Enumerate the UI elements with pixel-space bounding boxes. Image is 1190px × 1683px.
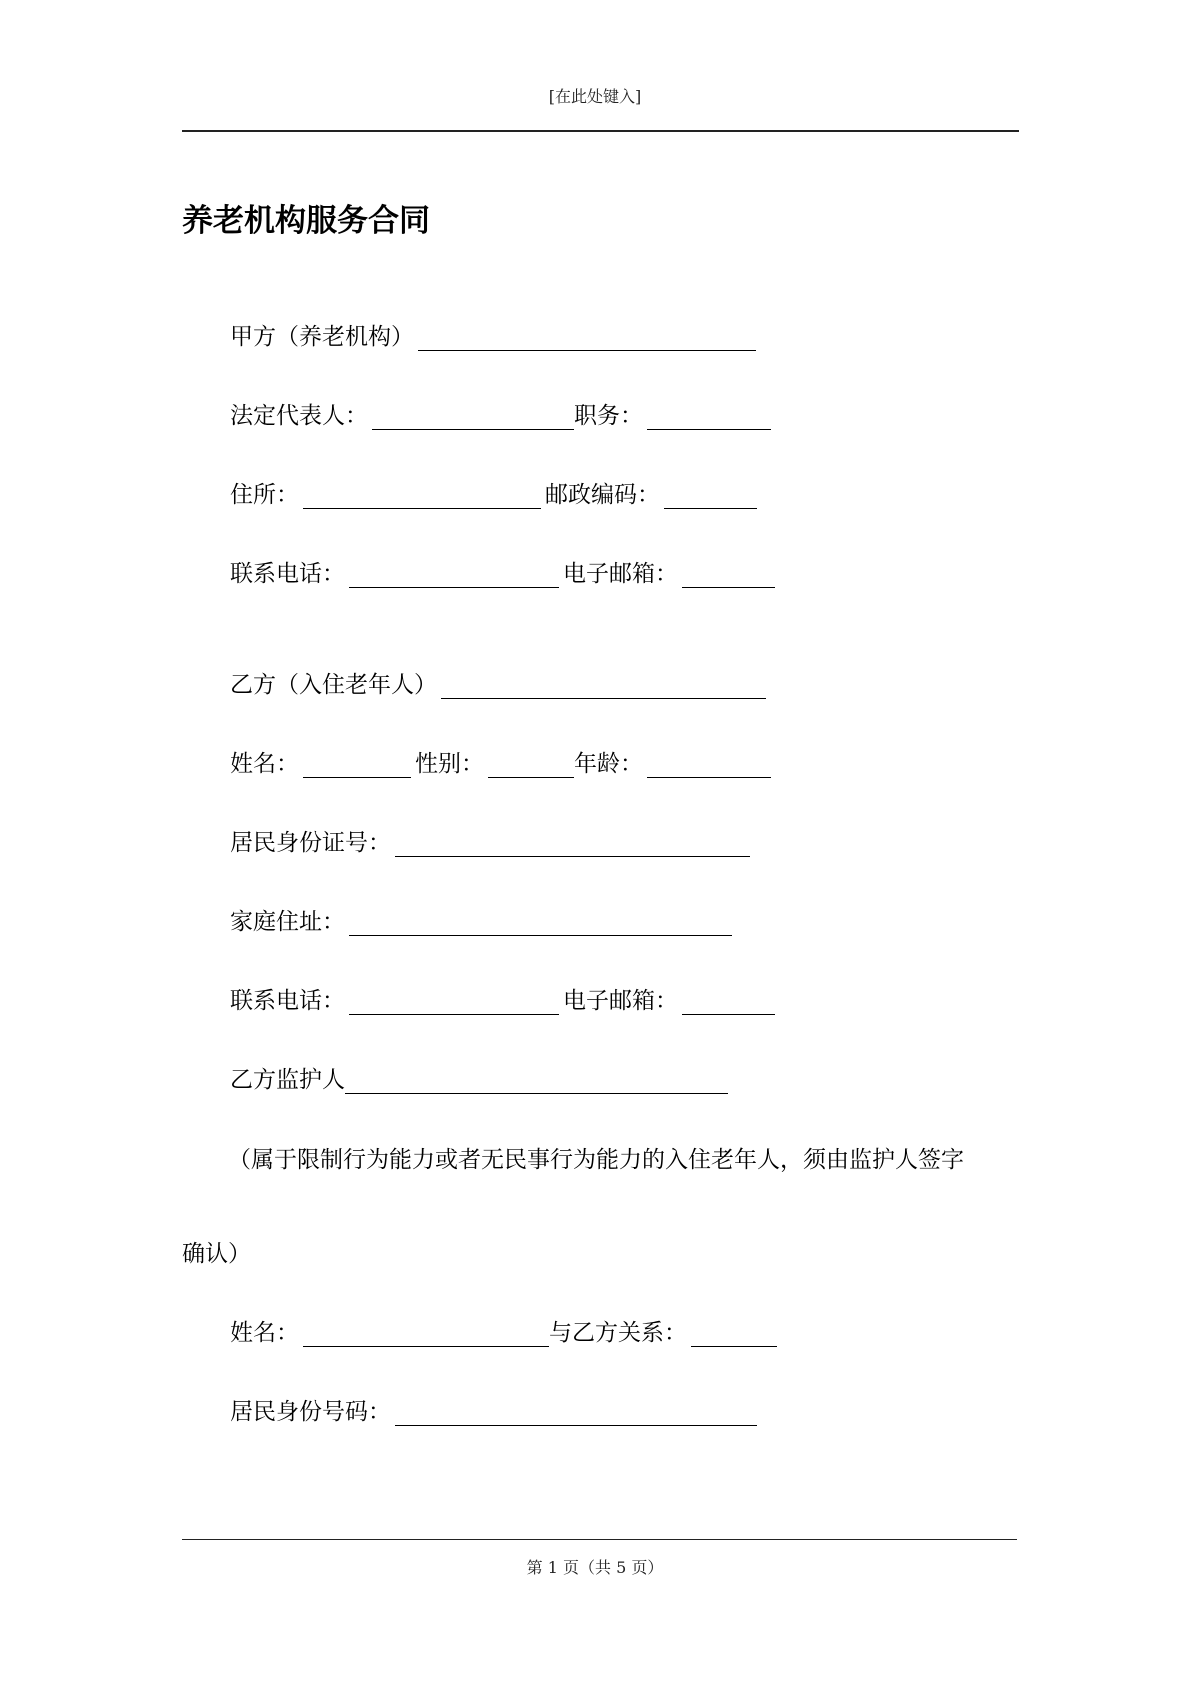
party-b-basic-row <box>230 745 775 778</box>
email-label: 电子邮箱： <box>563 561 678 587</box>
party-a-field[interactable] <box>418 326 756 351</box>
page-footer: 第 1 页（共 5 页） <box>526 1558 664 1577</box>
home-address-field[interactable] <box>349 911 732 936</box>
party-b-field[interactable] <box>441 674 766 699</box>
id-field[interactable] <box>395 832 750 857</box>
party-b-contact-row <box>230 982 779 1015</box>
email-field[interactable] <box>682 563 775 588</box>
guardian-label: 乙方监护人 <box>230 1067 345 1093</box>
party-a-representative-row <box>230 397 775 430</box>
guardian-id-field[interactable] <box>395 1401 757 1426</box>
address-field[interactable] <box>303 484 541 509</box>
guardian-id-row <box>230 1393 761 1426</box>
id-label: 居民身份证号： <box>230 830 391 856</box>
email-label: 电子邮箱： <box>563 988 678 1014</box>
age-label: 年龄： <box>574 751 643 777</box>
gender-field[interactable] <box>488 753 574 778</box>
guardian-name-row <box>230 1314 781 1347</box>
footer-divider <box>182 1539 1017 1540</box>
guardian-row <box>230 1061 732 1094</box>
phone-label: 联系电话： <box>230 561 345 587</box>
name-field[interactable] <box>303 753 411 778</box>
phone-field[interactable] <box>349 990 559 1015</box>
age-field[interactable] <box>647 753 771 778</box>
party-a-row <box>230 318 760 351</box>
representative-field[interactable] <box>372 405 574 430</box>
document-title: 养老机构服务合同 <box>182 203 430 239</box>
position-label: 职务： <box>574 403 643 429</box>
home-address-label: 家庭住址： <box>230 909 345 935</box>
email-field[interactable] <box>682 990 775 1015</box>
relation-field[interactable] <box>691 1322 777 1347</box>
guardian-note-line2: 确认） <box>182 1241 251 1267</box>
position-field[interactable] <box>647 405 771 430</box>
phone-label: 联系电话： <box>230 988 345 1014</box>
relation-label: 与乙方关系： <box>549 1320 687 1346</box>
phone-field[interactable] <box>349 563 559 588</box>
page-header: [在此处键入] <box>548 87 642 106</box>
party-a-label: 甲方（养老机构） <box>230 324 414 350</box>
postcode-label: 邮政编码： <box>545 482 660 508</box>
guardian-id-label: 居民身份号码： <box>230 1399 391 1425</box>
representative-label: 法定代表人： <box>230 403 368 429</box>
gender-label: 性别： <box>415 751 484 777</box>
postcode-field[interactable] <box>664 484 757 509</box>
party-b-label: 乙方（入住老年人） <box>230 672 437 698</box>
guardian-name-label: 姓名： <box>230 1320 299 1346</box>
address-label: 住所： <box>230 482 299 508</box>
party-b-home-row <box>230 903 736 936</box>
party-a-contact-row <box>230 555 779 588</box>
party-b-row <box>230 666 770 699</box>
party-a-address-row <box>230 476 761 509</box>
guardian-note-line1: （属于限制行为能力或者无民事行为能力的入住老年人，须由监护人签字 <box>228 1147 964 1173</box>
guardian-field[interactable] <box>345 1069 728 1094</box>
header-divider <box>182 130 1019 132</box>
name-label: 姓名： <box>230 751 299 777</box>
guardian-name-field[interactable] <box>303 1322 549 1347</box>
party-b-id-row <box>230 824 754 857</box>
